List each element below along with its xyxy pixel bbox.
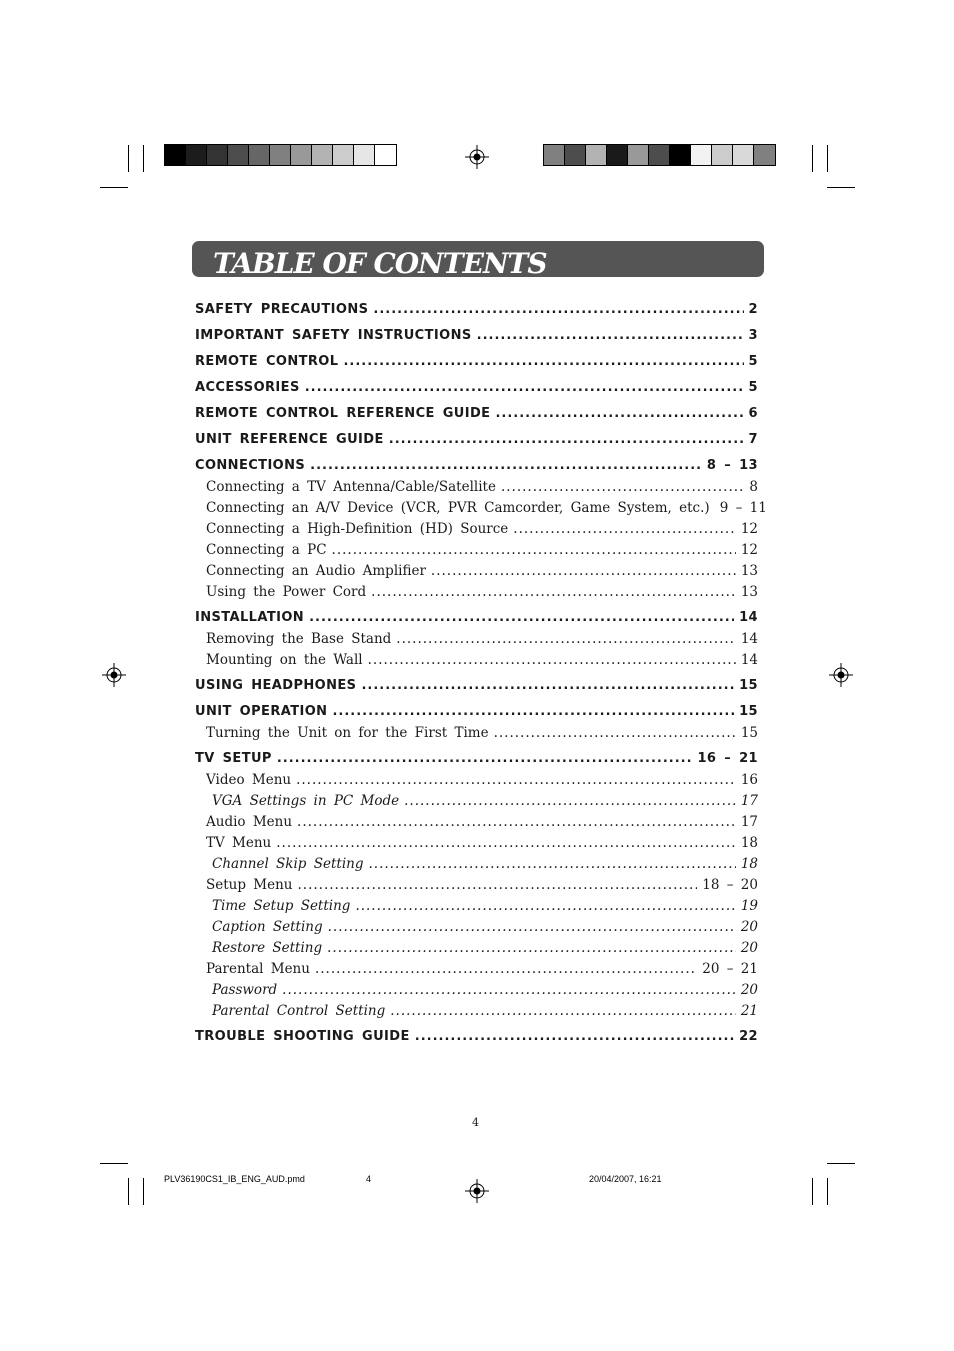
color-swatch (607, 145, 628, 165)
toc-entry-label: Removing the Base Stand (206, 631, 392, 647)
color-swatch (691, 145, 712, 165)
dot-leader (368, 856, 735, 872)
crop-mark (827, 145, 828, 172)
dot-leader (296, 772, 736, 788)
toc-entry-page: 14 (740, 652, 758, 668)
toc-subsection (195, 479, 758, 495)
dot-leader (494, 725, 736, 741)
toc-subsection (195, 542, 758, 558)
toc-entry-page: 21 (740, 1003, 758, 1019)
toc-section (195, 751, 758, 766)
toc-entry-label: UNIT REFERENCE GUIDE (195, 432, 384, 447)
color-swatch (712, 145, 733, 165)
color-swatch (312, 145, 333, 165)
toc-entry-page: 9 – 11 (719, 500, 767, 516)
toc-entry-page: 16 – 21 (697, 751, 758, 766)
toc-entry-label: CONNECTIONS (195, 458, 306, 473)
toc-entry-label: Channel Skip Setting (212, 856, 364, 872)
toc-entry-label: Time Setup Setting (212, 898, 351, 914)
toc-entry-page: 14 (739, 610, 758, 625)
color-swatch (733, 145, 754, 165)
toc-subsubsection (195, 982, 758, 998)
dot-leader (343, 354, 743, 369)
color-swatch (754, 145, 775, 165)
toc-entry-label: USING HEADPHONES (195, 678, 357, 693)
color-swatch (628, 145, 649, 165)
toc-section (195, 678, 758, 693)
color-swatch (207, 145, 228, 165)
dot-leader (396, 631, 736, 647)
color-swatch (249, 145, 270, 165)
toc-entry-page: 15 (739, 704, 758, 719)
crop-mark (128, 145, 129, 172)
crop-mark (812, 1178, 813, 1205)
toc-subsection (195, 500, 767, 516)
toc-section (195, 406, 758, 421)
dot-leader (276, 835, 736, 851)
toc-entry-page: 3 (748, 328, 758, 343)
toc-subsection (195, 725, 758, 741)
toc-section (195, 302, 758, 317)
slug-page: 4 (366, 1174, 372, 1184)
dot-leader (327, 940, 736, 956)
crop-mark (143, 145, 144, 172)
toc-entry-label: TV SETUP (195, 751, 272, 766)
toc-entry-label: REMOTE CONTROL (195, 354, 339, 369)
dot-leader (495, 406, 743, 421)
slug-filename: PLV36190CS1_IB_ENG_AUD.pmd (164, 1174, 305, 1184)
dot-leader (371, 584, 736, 600)
toc-entry-page: 16 (740, 772, 758, 788)
toc-entry-label: Video Menu (206, 772, 292, 788)
dot-leader (373, 302, 743, 317)
page-title: TABLE OF CONTENTS (213, 247, 547, 280)
toc-entry-label: Setup Menu (206, 877, 293, 893)
toc-entry-label: UNIT OPERATION (195, 704, 328, 719)
dot-leader (309, 610, 734, 625)
toc-entry-page: 20 (740, 919, 758, 935)
toc-entry-label: Turning the Unit on for the First Time (206, 725, 489, 741)
page-number: 4 (472, 1116, 479, 1129)
toc-entry-page: 13 (740, 563, 758, 579)
toc-entry-page: 6 (748, 406, 758, 421)
toc-subsection (195, 521, 758, 537)
color-swatch (186, 145, 207, 165)
crop-mark (143, 1178, 144, 1205)
toc-entry-page: 18 – 20 (702, 877, 758, 893)
toc-entry-page: 5 (748, 380, 758, 395)
toc-entry-label: ACCESSORIES (195, 380, 300, 395)
toc-entry-label: INSTALLATION (195, 610, 305, 625)
crop-mark (100, 1163, 128, 1164)
toc-entry-label: Password (212, 982, 278, 998)
toc-entry-page: 20 – 21 (702, 961, 758, 977)
toc-entry-label: VGA Settings in PC Mode (212, 793, 400, 809)
toc-entry-page: 8 – 13 (706, 458, 758, 473)
dot-leader (477, 328, 744, 343)
toc-section (195, 458, 758, 473)
crop-mark (812, 145, 813, 172)
toc-entry-label: Using the Power Cord (206, 584, 367, 600)
toc-entry-page: 12 (740, 542, 758, 558)
toc-entry-label: Mounting on the Wall (206, 652, 363, 668)
toc-subsection (195, 563, 758, 579)
color-swatch (586, 145, 607, 165)
color-swatch (670, 145, 691, 165)
toc-entry-label: IMPORTANT SAFETY INSTRUCTIONS (195, 328, 472, 343)
registration-mark-icon (465, 1179, 489, 1203)
toc-entry-page: 8 (749, 479, 758, 495)
toc-section (195, 610, 758, 625)
dot-leader (298, 877, 698, 893)
color-calibration-bar-left (164, 144, 397, 166)
toc-entry-label: Caption Setting (212, 919, 323, 935)
crop-mark (128, 1178, 129, 1205)
dot-leader (361, 678, 734, 693)
color-swatch (354, 145, 375, 165)
dot-leader (389, 432, 744, 447)
toc-entry-page: 2 (748, 302, 758, 317)
registration-mark-icon (102, 663, 126, 687)
toc-entry-page: 13 (740, 584, 758, 600)
toc-section (195, 380, 758, 395)
toc-subsection (195, 652, 758, 668)
toc-entry-page: 18 (740, 835, 758, 851)
toc-entry-label: Connecting a High-Definition (HD) Source (206, 521, 509, 537)
toc-subsection (195, 961, 758, 977)
color-swatch (649, 145, 670, 165)
color-swatch (565, 145, 586, 165)
toc-section (195, 704, 758, 719)
toc-entry-page: 18 (740, 856, 758, 872)
dot-leader (305, 380, 744, 395)
color-swatch (165, 145, 186, 165)
toc-entry-page: 20 (740, 940, 758, 956)
dot-leader (315, 961, 697, 977)
color-swatch (544, 145, 565, 165)
dot-leader (332, 704, 734, 719)
dot-leader (390, 1003, 736, 1019)
dot-leader (368, 652, 736, 668)
toc-entry-label: Connecting a TV Antenna/Cable/Satellite (206, 479, 496, 495)
toc-entry-label: SAFETY PRECAUTIONS (195, 302, 369, 317)
toc-entry-page: 14 (740, 631, 758, 647)
toc-section (195, 354, 758, 369)
toc-entry-label: REMOTE CONTROL REFERENCE GUIDE (195, 406, 491, 421)
toc-entry-label: Connecting an A/V Device (VCR, PVR Camcorder, Game System, etc.) (206, 500, 710, 516)
dot-leader (404, 793, 736, 809)
toc-subsubsection (195, 898, 758, 914)
slug-datetime: 20/04/2007, 16:21 (589, 1174, 662, 1184)
toc-section (195, 432, 758, 447)
toc-entry-page: 17 (740, 793, 758, 809)
toc-entry-label: TV Menu (206, 835, 272, 851)
color-swatch (333, 145, 354, 165)
color-swatch (270, 145, 291, 165)
toc-entry-page: 17 (740, 814, 758, 830)
toc-entry-page: 15 (740, 725, 758, 741)
dot-leader (310, 458, 702, 473)
dot-leader (355, 898, 735, 914)
toc-entry-label: Restore Setting (212, 940, 323, 956)
toc-entry-label: TROUBLE SHOOTING GUIDE (195, 1029, 410, 1044)
toc-entry-page: 22 (739, 1029, 758, 1044)
toc-entry-page: 7 (748, 432, 758, 447)
toc-entry-page: 12 (740, 521, 758, 537)
registration-mark-icon (829, 663, 853, 687)
crop-mark (827, 1163, 855, 1164)
color-swatch (291, 145, 312, 165)
toc-subsection (195, 814, 758, 830)
color-calibration-bar-right (543, 144, 776, 166)
dot-leader (328, 919, 736, 935)
toc-subsubsection (195, 793, 758, 809)
toc-subsubsection (195, 1003, 758, 1019)
dot-leader (415, 1029, 734, 1044)
toc-entry-page: 5 (748, 354, 758, 369)
toc-subsection (195, 584, 758, 600)
toc-subsubsection (195, 856, 758, 872)
registration-mark-icon (465, 145, 489, 169)
toc-entry-page: 19 (740, 898, 758, 914)
toc-entry-label: Connecting a PC (206, 542, 327, 558)
toc-subsection (195, 877, 758, 893)
dot-leader (282, 982, 736, 998)
toc-entry-label: Connecting an Audio Amplifier (206, 563, 426, 579)
toc-section (195, 328, 758, 343)
toc-entry-label: Parental Menu (206, 961, 310, 977)
dot-leader (332, 542, 736, 558)
toc-subsection (195, 631, 758, 647)
toc-subsection (195, 772, 758, 788)
crop-mark (100, 187, 128, 188)
color-swatch (228, 145, 249, 165)
dot-leader (513, 521, 736, 537)
toc-entry-page: 20 (740, 982, 758, 998)
dot-leader (501, 479, 744, 495)
dot-leader (277, 751, 693, 766)
toc-subsubsection (195, 940, 758, 956)
toc-entry-label: Audio Menu (206, 814, 293, 830)
toc-entry-page: 15 (739, 678, 758, 693)
dot-leader (431, 563, 736, 579)
dot-leader (297, 814, 736, 830)
crop-mark (827, 187, 855, 188)
toc-subsection (195, 835, 758, 851)
color-swatch (375, 145, 396, 165)
toc-subsubsection (195, 919, 758, 935)
toc-entry-label: Parental Control Setting (212, 1003, 386, 1019)
toc-section (195, 1029, 758, 1044)
crop-mark (827, 1178, 828, 1205)
